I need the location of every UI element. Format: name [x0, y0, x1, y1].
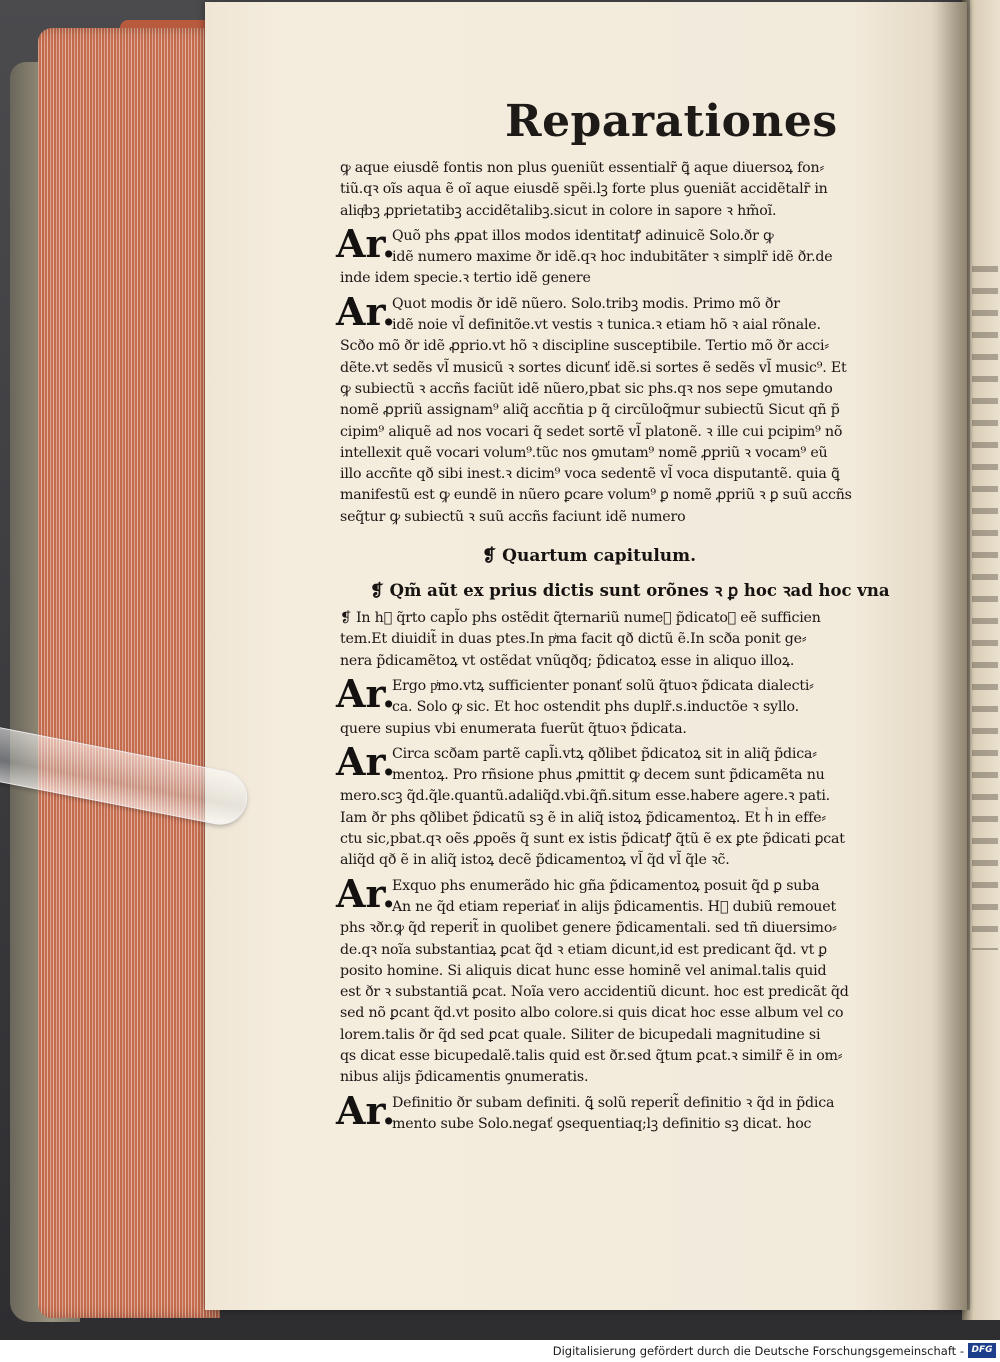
initial-letter: Ar. — [336, 1087, 396, 1133]
text-line: de.qꝛ noĩa substantiaꝝ ꝑcat q̃d ꝛ etiam dicunt,id est predicant q̃d. vt ꝑ — [340, 941, 827, 958]
text-line: Exquo phs enumerãdo hic gña p̃dicamentoꝝ posuit q̃d ꝑ suba — [392, 877, 820, 894]
text-line: dẽte.vt sedẽs vl̃ musicũ ꝛ sortes dicunť idẽ.si sortes ẽ sedẽs vl̃ music⁹. Et — [340, 359, 847, 376]
text-line: qs dicat esse bicupedalẽ.talis quid est ðr.sed q̃tum ꝑcat.ꝛ similr̃ ẽ in om⸗ — [340, 1047, 843, 1064]
initial-letter: Ar. — [336, 670, 396, 716]
text-line: inde idem specie.ꝛ tertio idẽ genere — [340, 270, 591, 287]
text-line: Circa scðam partẽ capl̃i.vtꝝ qðlibet p̃dicatoꝝ sit in aliq̃ p̃dica⸗ — [392, 745, 817, 762]
text-line: phs ꝛðr.ꝙ q̃d reperit̃ in quolibet genere p̃dicamentali. sed tñ diuersimo⸗ — [340, 920, 837, 937]
text-line: mero.scꝫ q̃d.q̃le.quantũ.adaliq̃d.vbi.q̃ñ.situm esse.habere agere.ꝛ pati. — [340, 788, 830, 805]
text-line: seq̃tur ꝙ subiectũ ꝛ suũ accñs faciunt idẽ numero — [340, 508, 686, 525]
text-line: aliqͥbꝫ ꝓprietatibꝫ accidẽtalibꝫ.sicut in colore in sapore ꝛ hm̃oĩ. — [340, 202, 777, 219]
dfg-logo: DFG — [968, 1343, 996, 1358]
chapter-heading: ❡ Quartum capitulum. — [482, 546, 697, 567]
text-line: Iam ðr phs qðlibet p̃dicatũ sꝫ ẽ in aliq̃ istoꝝ p̃dicamentoꝝ. Et hᷣ in effe⸗ — [340, 809, 826, 826]
text-line: cipim⁹ aliquẽ ad nos vocari q̃ sedet sortẽ vl̃ platonẽ. ꝛ ille cui pcipim⁹ nõ — [340, 423, 843, 440]
text-line: posito homine. Si aliquis dicat hunc esse hominẽ vel animal.talis quid — [340, 962, 827, 979]
text-line: ꝙ aque eiusdẽ fontis non plus ꝯueniũt essentialr̃ ꝗ̃ aque diuersoꝝ fon⸗ — [340, 160, 824, 176]
text-line: mento sube Solo.negať ꝯsequentiaq;lꝫ definitio sꝫ dicat. hoc — [392, 1115, 812, 1132]
text-line: nomẽ ꝓpriũ assignam⁹ aliq̃ accñtia p q̃ circũloq̃mur subiectũ Sicut qñ p̃ — [340, 402, 840, 419]
text-line: mentoꝝ. Pro rñsione phus ꝓmittit ꝙ decem sunt p̃dicamẽta nu — [392, 767, 825, 784]
spine-shadow — [930, 0, 970, 1310]
text-line: ❡ In hᷣ q̃rto capl̃o phs ostẽdit q̃ternariũ numeꝝ p̃dicatoꝝ eẽ sufficien — [340, 610, 821, 627]
footer-bar — [0, 1340, 1000, 1362]
text-line: lorem.talis ðr q̃d sed ꝑcat quale. Siliter de bicupedali magnitudine si — [340, 1026, 821, 1043]
text-line: Quõ phs ꝓpat illos modos identitatꝭ adinuicẽ Solo.ðr ꝙ — [392, 227, 774, 244]
text-line: An ne q̃d etiam reperiať in alijs p̃dicamentis. Hᷣ dubiũ remouet — [392, 898, 836, 915]
paragraph-5 — [336, 870, 920, 1089]
text-line: ꝙ subiectũ ꝛ accñs faciũt idẽ nũero,pbat sic phs.qꝛ nos sepe ꝯmutando — [340, 380, 833, 397]
running-head: Reparationes — [505, 96, 838, 147]
paragraph-4 — [336, 738, 920, 872]
text-line: manifestũ est ꝙ eundẽ in nũero ꝑcare volum⁹ ꝑ nomẽ ꝓpriũ ꝛ ꝑ suũ accñs — [340, 487, 852, 504]
text-line: sed nõ ꝑcant q̃d.vt posito albo colore.si quis dicat hoc esse album vel co — [340, 1005, 844, 1022]
paragraph-3 — [336, 670, 920, 740]
chapter-incipit: ❡ Qm̃ aũt ex prius dictis sunt orõnes ꝛ ꝑ hoc ꝛad hoc vna — [370, 581, 890, 601]
text-line: tiũ.qꝛ oĩs aqua ẽ oĩ aque eiusdẽ spẽi.lꝫ forte plus ꝯueniãt accidẽtalr̃ in — [340, 181, 828, 198]
text-line: nibus alijs p̃dicamentis ꝯnumeratis. — [340, 1069, 589, 1086]
initial-letter: Ar. — [336, 288, 396, 334]
text-line: nera p̃dicamẽtoꝝ vt ostẽdat vnũqðq; p̃dicatoꝝ esse in aliquo illoꝝ. — [340, 652, 795, 669]
text-line: est ðr ꝛ substantiã ꝑcat. Noĩa vero accidentiũ dicunt. hoc est predicãt q̃d — [340, 984, 849, 1001]
text-line: tem.Et diuidit̃ in duas ptes.In pͥma facit qð dictũ ẽ.In scða ponit ge⸗ — [340, 631, 807, 648]
text-block — [336, 158, 920, 1135]
paragraph-1 — [336, 220, 920, 290]
text-line: Ergo pͥmo.vtꝝ sufficienter ponanť solũ q̃tuoꝛ p̃dicata dialecti⸗ — [392, 677, 814, 694]
text-line: illo accñte qð sibi inest.ꝛ dicim⁹ voca sedentẽ vl̃ voca disputantẽ. quia ꝗ̃ — [340, 466, 840, 483]
text-line: idẽ numero maxime ðr idẽ.qꝛ hoc indubitãter ꝛ simplr̃ idẽ ðr.de — [392, 249, 833, 266]
text-line: ctu sic,pbat.qꝛ oẽs ꝓpoẽs q̃ sunt ex istis p̃dicatꝭ q̃tũ ẽ ex ꝑte p̃dicati ꝑcat — [340, 831, 845, 848]
initial-letter: Ar. — [336, 870, 396, 916]
text-line: aliq̃d qð ẽ in aliq̃ istoꝝ decẽ p̃dicamentoꝝ vl̃ q̃d vl̃ q̃le ꝛc̃. — [340, 852, 730, 869]
text-line: intellexit quẽ vocari volum⁹.tũc nos ꝯmutam⁹ nomẽ ꝓpriũ ꝛ vocam⁹ eũ — [340, 444, 828, 461]
text-line: quere supius vbi enumerata fuerũt q̃tuoꝛ p̃dicata. — [340, 720, 687, 737]
block2 — [340, 608, 920, 672]
initial-letter: Ar. — [336, 220, 396, 266]
text-line: ca. Solo ꝙ sic. Et hoc ostendit phs duplr̃.s.inductõe ꝛ syllo. — [392, 699, 799, 716]
block1 — [340, 158, 920, 222]
text-line: idẽ noie vl̃ definitõe.vt vestis ꝛ tunica.ꝛ etiam hõ ꝛ aial rõnale. — [392, 317, 821, 334]
initial-letter: Ar. — [336, 738, 396, 784]
paragraph-2 — [336, 288, 920, 528]
paragraph-6 — [336, 1087, 920, 1136]
text-line: Definitio ðr subam definiti. ꝗ̃ solũ reperit̃ definitio ꝛ q̃d in p̃dica — [392, 1094, 835, 1111]
text-line: Scðo mõ ðr idẽ ꝓprio.vt hõ ꝛ discipline susceptibile. Tertio mõ ðr acci⸗ — [340, 338, 829, 355]
red-page-edges — [38, 28, 220, 1318]
facing-page-text — [972, 250, 998, 950]
text-line: Quot modis ðr idẽ nũero. Solo.tribꝫ modis. Primo mõ ðr — [392, 295, 780, 312]
footer-credit: Digitalisierung gefördert durch die Deutsche Forschungsgemeinschaft - — [552, 1344, 964, 1358]
